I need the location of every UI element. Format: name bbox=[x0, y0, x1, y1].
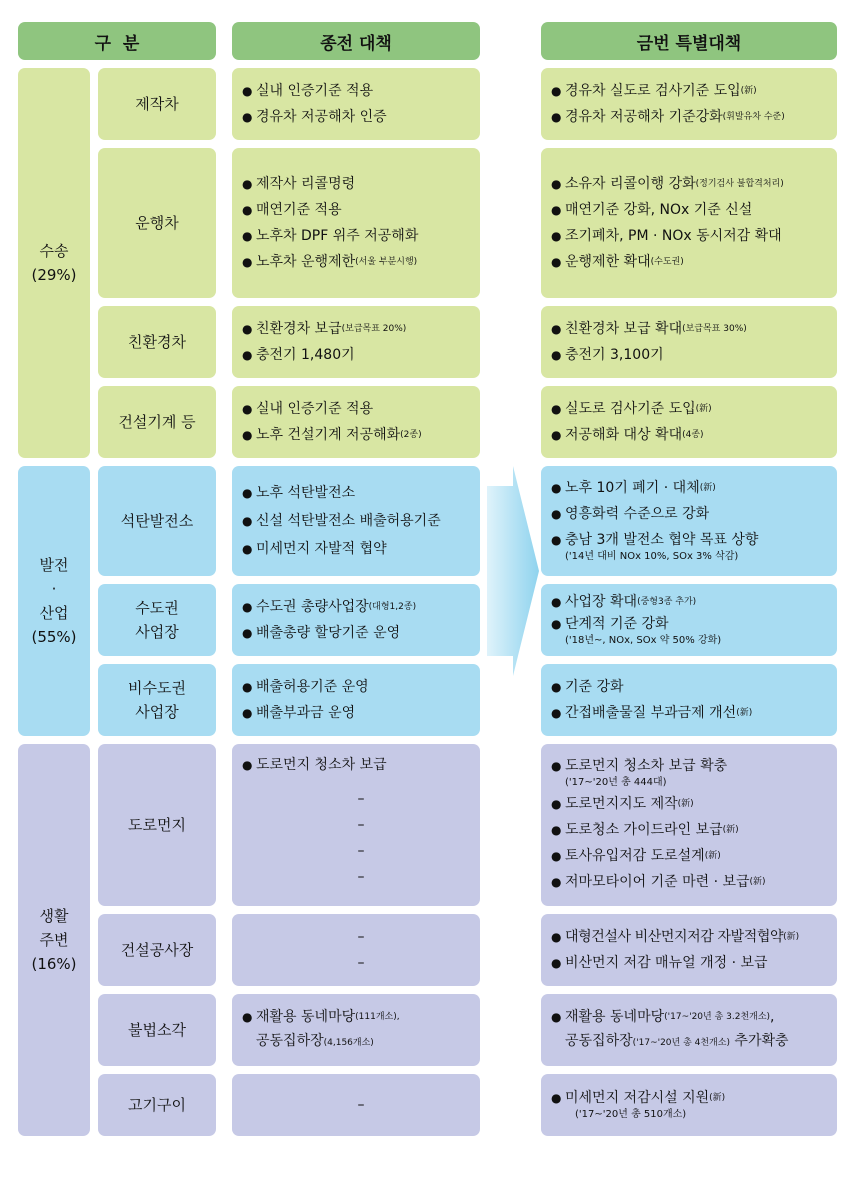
list-item: ● 비산먼지 저감 매뉴얼 개정 · 보급 bbox=[551, 955, 768, 971]
list-item: ● 배출총량 할당기준 운영 bbox=[242, 625, 401, 641]
dash: – bbox=[357, 843, 365, 859]
list-item: ● 저마모타이어 기준 마련 · 보급 (新) bbox=[551, 874, 766, 890]
row-label-illegal-burning: 불법소각 bbox=[98, 994, 216, 1066]
list-item: ● 운행제한 확대 (수도권) bbox=[551, 254, 684, 270]
dash: – bbox=[357, 929, 365, 945]
list-item: ● 조기폐차, PM · NOx 동시저감 확대 bbox=[551, 228, 782, 244]
new-production-vehicles bbox=[541, 68, 837, 140]
new-eco-vehicles bbox=[541, 306, 837, 378]
list-item: ● 간접배출물질 부과금제 개선 (新) bbox=[551, 705, 753, 721]
new-construction-machinery bbox=[541, 386, 837, 458]
row-label-production-vehicles: 제작차 bbox=[98, 68, 216, 140]
new-capital-area-sites bbox=[541, 584, 837, 656]
row-label-capital-area-sites: 수도권 사업장 bbox=[98, 584, 216, 656]
prev-construction-machinery bbox=[232, 386, 480, 458]
list-item: ● 토사유입저감 도로설계 (新) bbox=[551, 848, 721, 864]
list-item: ● 영흥화력 수준으로 강화 bbox=[551, 506, 710, 522]
group-living bbox=[18, 744, 90, 1136]
prev-road-dust bbox=[232, 744, 480, 906]
row-label-non-capital-area-sites: 비수도권 사업장 bbox=[98, 664, 216, 736]
list-item: ● 미세먼지 자발적 협약 bbox=[242, 541, 387, 557]
list-item: ● 수도권 총량사업장 (대형1,2종) bbox=[242, 599, 417, 615]
list-item: ● 미세먼지 저감시설 지원 (新) ('17~'20년 총 510개소) bbox=[551, 1090, 726, 1120]
dash: – bbox=[357, 869, 365, 885]
prev-eco-vehicles bbox=[232, 306, 480, 378]
list-item: ● 노후 10기 폐기 · 대체 (新) bbox=[551, 480, 716, 496]
dash: – bbox=[357, 791, 365, 807]
list-item: ● 재활용 동네마당 (111개소), 공동집하장(4,156개소) bbox=[242, 1009, 400, 1049]
dash: – bbox=[357, 817, 365, 833]
list-item: ● 실도로 검사기준 도입 (新) bbox=[551, 401, 712, 417]
group-power-industry bbox=[18, 466, 90, 736]
list-item: ● 재활용 동네마당 ('17~'20년 총 3.2천개소) , 공동집하장('17~'20년 총 4천개소) 추가확충 bbox=[551, 1009, 789, 1049]
list-item: ● 매연기준 강화, NOx 기준 신설 bbox=[551, 202, 753, 218]
row-label-coal-power-plants: 석탄발전소 bbox=[98, 466, 216, 576]
group-transport bbox=[18, 68, 90, 458]
new-illegal-burning bbox=[541, 994, 837, 1066]
list-item: ● 충전기 3,100기 bbox=[551, 347, 664, 363]
prev-production-vehicles bbox=[232, 68, 480, 140]
new-meat-grilling bbox=[541, 1074, 837, 1136]
prev-coal-power-plants bbox=[232, 466, 480, 576]
list-item: ● 소유자 리콜이행 강화 (정기검사 불합격처리) bbox=[551, 176, 784, 192]
row-label-eco-vehicles: 친환경차 bbox=[98, 306, 216, 378]
list-item: ● 기준 강화 bbox=[551, 679, 624, 695]
list-item: ● 도로청소 가이드라인 보급 (新) bbox=[551, 822, 739, 838]
group-living-label: 생활 주변 bbox=[39, 907, 69, 949]
list-item: ● 친환경차 보급 (보급목표 20%) bbox=[242, 321, 407, 337]
new-coal-power-plants bbox=[541, 466, 837, 576]
row-label-road-dust: 도로먼지 bbox=[98, 744, 216, 906]
group-power-industry-share: (55%) bbox=[31, 628, 77, 646]
header-category: 구 분 bbox=[18, 22, 216, 60]
prev-non-capital-area-sites bbox=[232, 664, 480, 736]
group-transport-label: 수송 bbox=[39, 242, 69, 260]
list-item: ● 실내 인증기준 적용 bbox=[242, 83, 374, 99]
list-item: ● 도로먼지 청소차 보급 확충 ('17~'20년 총 444대) bbox=[551, 758, 728, 788]
row-label-construction-machinery: 건설기계 등 bbox=[98, 386, 216, 458]
list-item: ● 제작사 리콜명령 bbox=[242, 176, 356, 192]
list-item: ● 저공해화 대상 확대 (4종) bbox=[551, 427, 704, 443]
prev-illegal-burning bbox=[232, 994, 480, 1066]
list-item: ● 대형건설사 비산먼지저감 자발적협약 (新) bbox=[551, 929, 800, 945]
list-item: ● 충남 3개 발전소 협약 목표 상향 ('14년 대비 NOx 10%, SOx 3% 삭감) bbox=[551, 532, 759, 562]
list-item: ● 배출허용기준 운영 bbox=[242, 679, 369, 695]
row-label-construction-sites: 건설공사장 bbox=[98, 914, 216, 986]
list-item: ● 친환경차 보급 확대 (보급목표 30%) bbox=[551, 321, 747, 337]
arrow-right-icon bbox=[487, 466, 539, 676]
list-item: ● 노후차 운행제한 (서울 부분시행) bbox=[242, 254, 418, 270]
dash: – bbox=[357, 1097, 365, 1113]
group-living-share: (16%) bbox=[31, 955, 77, 973]
list-item: ● 신설 석탄발전소 배출허용기준 bbox=[242, 513, 441, 529]
list-item: ● 사업장 확대 (중형3종 추가) bbox=[551, 594, 697, 610]
header-special-measures: 금번 특별대책 bbox=[541, 22, 837, 60]
group-transport-share: (29%) bbox=[31, 266, 77, 284]
dash: – bbox=[357, 955, 365, 971]
list-item: ● 배출부과금 운영 bbox=[242, 705, 356, 721]
prev-construction-sites bbox=[232, 914, 480, 986]
list-item: ● 매연기준 적용 bbox=[242, 202, 342, 218]
prev-capital-area-sites bbox=[232, 584, 480, 656]
prev-operating-vehicles bbox=[232, 148, 480, 298]
row-label-meat-grilling: 고기구이 bbox=[98, 1074, 216, 1136]
new-road-dust bbox=[541, 744, 837, 906]
group-power-industry-label: 발전 · 산업 bbox=[39, 556, 69, 622]
list-item: ● 노후차 DPF 위주 저공해화 bbox=[242, 228, 419, 244]
list-item: ● 도로먼지지도 제작 (新) bbox=[551, 796, 694, 812]
header-previous-measures: 종전 대책 bbox=[232, 22, 480, 60]
list-item: ● 노후 석탄발전소 bbox=[242, 485, 356, 501]
prev-meat-grilling bbox=[232, 1074, 480, 1136]
row-label-operating-vehicles: 운행차 bbox=[98, 148, 216, 298]
list-item: ● 노후 건설기계 저공해화 (2종) bbox=[242, 427, 422, 443]
list-item: ● 경유차 저공해차 인증 bbox=[242, 109, 387, 125]
list-item: ● 도로먼지 청소차 보급 bbox=[242, 757, 387, 773]
list-item: ● 단계적 기준 강화 ('18년~, NOx, SOx 약 50% 강화) bbox=[551, 616, 722, 646]
list-item: ● 충전기 1,480기 bbox=[242, 347, 355, 363]
list-item: ● 경유차 실도로 검사기준 도입 (新) bbox=[551, 83, 757, 99]
new-operating-vehicles bbox=[541, 148, 837, 298]
list-item: ● 실내 인증기준 적용 bbox=[242, 401, 374, 417]
new-non-capital-area-sites bbox=[541, 664, 837, 736]
list-item: ● 경유차 저공해차 기준강화 (휘발유차 수준) bbox=[551, 109, 785, 125]
new-construction-sites bbox=[541, 914, 837, 986]
